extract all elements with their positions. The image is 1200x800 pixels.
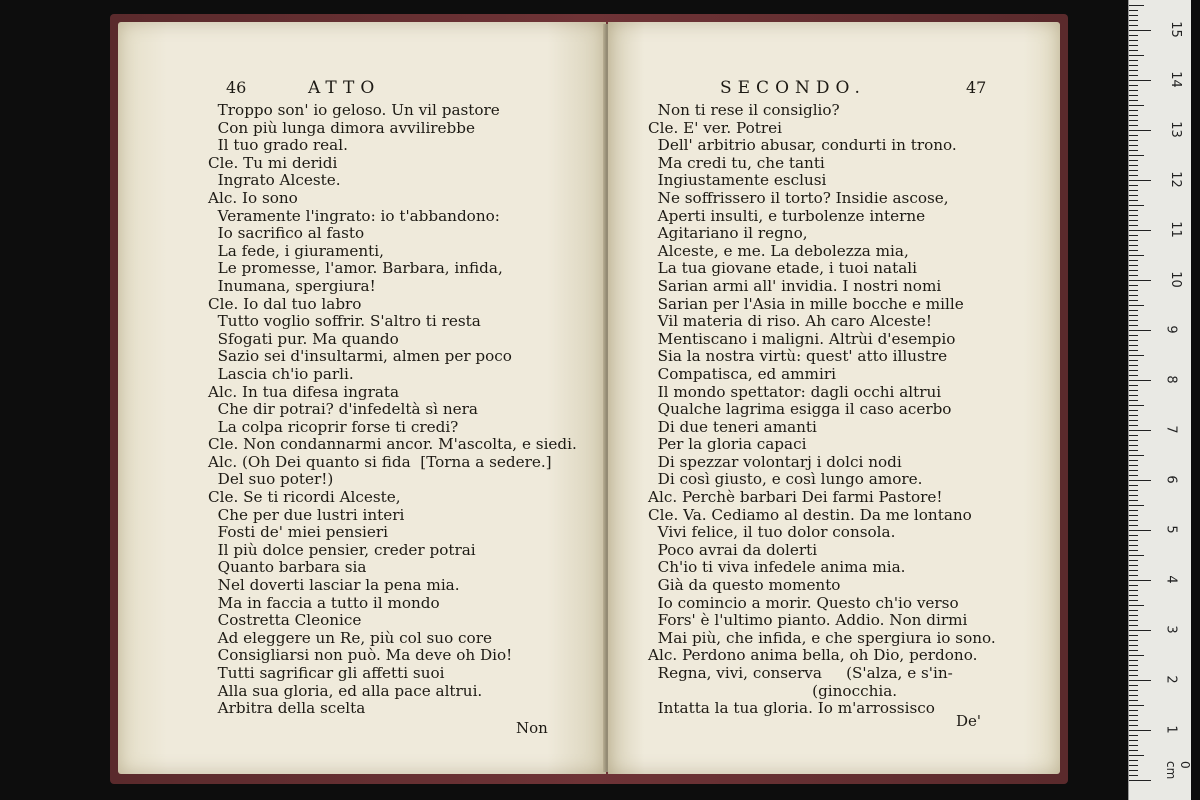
ruler-tick [1129,740,1138,741]
ruler-tick [1129,770,1138,771]
ruler-tick [1129,420,1138,421]
text-line: La colpa ricoprir forse ti credi? [208,417,459,436]
ruler-tick [1129,715,1138,716]
text-line: Fosti de' miei pensieri [208,523,388,542]
ruler-tick [1129,595,1138,596]
ruler-tick [1129,615,1138,616]
text-line: Cle. Se ti ricordi Alceste, [208,488,401,507]
ruler-tick [1129,655,1144,656]
ruler-tick [1129,455,1144,456]
text-line: Agitariano il regno, [648,224,808,243]
ruler-tick [1129,495,1138,496]
text-line: Inumana, spergiura! [208,276,376,295]
text-line: Qualche lagrima esigga il caso acerbo [648,400,952,419]
ruler-tick [1129,25,1138,26]
left-page [118,22,606,774]
ruler-tick [1129,330,1151,331]
page-number: 46 [226,78,247,97]
ruler-tick [1129,380,1151,381]
ruler-tick [1129,230,1151,231]
ruler-tick [1129,620,1138,621]
text-line: Alceste, e me. La debolezza mia, [648,241,909,260]
text-line: Con più lunga dimora avvilirebbe [208,118,475,137]
text-line: Cle. Va. Cediamo al destin. Da me lontano [648,505,972,524]
text-line: Alla sua gloria, ed alla pace altrui. [208,681,483,700]
text-line: Ingrato Alceste. [208,171,341,190]
ruler-tick [1129,10,1138,11]
running-head: SECONDO. [720,78,866,98]
ruler-label: 10 [1167,271,1183,288]
ruler-tick [1129,415,1138,416]
text-line: Di due teneri amanti [648,417,817,436]
ruler-tick [1129,705,1144,706]
ruler-tick [1129,155,1144,156]
text-line: Arbitra della scelta [208,699,366,718]
ruler-tick [1129,625,1138,626]
ruler-tick [1129,505,1144,506]
ruler-tick [1129,325,1138,326]
text-line: Che per due lustri interi [208,505,405,524]
ruler-tick [1129,305,1144,306]
page-number: 47 [966,78,987,97]
text-line: Alc. Perchè barbari Dei farmi Pastore! [648,488,943,507]
ruler-tick [1129,660,1138,661]
ruler-tick [1129,540,1138,541]
text-block [208,102,577,718]
ruler-label: 12 [1167,171,1183,188]
text-line: Già da questo momento [648,576,841,595]
catchword: De' [956,712,982,730]
text-line: Ma credi tu, che tanti [648,153,825,172]
ruler-tick [1129,125,1138,126]
ruler-tick [1129,590,1138,591]
text-line: Alc. Io sono [208,188,298,207]
ruler-label: 1 [1163,725,1179,734]
ruler-tick [1129,280,1151,281]
ruler-tick [1129,295,1138,296]
text-line: Il più dolce pensier, creder potrai [208,540,476,559]
text-line: Di così giusto, e così lungo amore. [648,470,923,489]
ruler-tick [1129,435,1138,436]
ruler-tick [1129,320,1138,321]
ruler-tick [1129,760,1138,761]
ruler-label: 8 [1163,375,1179,384]
ruler-tick [1129,470,1138,471]
ruler-tick [1129,405,1144,406]
text-line: Veramente l'ingrato: io t'abbandono: [208,206,500,225]
text-line: Non ti rese il consiglio? [648,101,840,119]
ruler-tick [1129,140,1138,141]
text-line: Intatta la tua gloria. Io m'arrossisco [648,699,935,718]
ruler-tick [1129,640,1138,641]
ruler-label: 13 [1167,121,1183,138]
text-line: Troppo son' io geloso. Un vil pastore [208,101,500,119]
ruler-tick [1129,290,1138,291]
ruler-tick [1129,120,1138,121]
text-line: Alc. Perdono anima bella, oh Dio, perdono. [648,646,978,665]
right-page [608,22,1060,774]
ruler-tick [1129,160,1138,161]
text-line: Consigliarsi non può. Ma deve oh Dio! [208,646,513,665]
ruler-tick [1129,765,1138,766]
ruler-tick [1129,75,1138,76]
ruler-tick [1129,465,1138,466]
ruler-tick [1129,340,1138,341]
ruler-tick [1129,490,1138,491]
ruler-tick [1129,545,1138,546]
ruler-tick [1129,650,1138,651]
ruler-tick [1129,270,1138,271]
ruler-tick [1129,45,1138,46]
text-line: Il tuo grado real. [208,136,348,155]
ruler-tick [1129,755,1144,756]
ruler-tick [1129,400,1138,401]
text-line: Ma in faccia a tutto il mondo [208,593,440,612]
ruler-unit: 0 cm [1164,761,1192,780]
ruler-tick [1129,570,1138,571]
ruler-tick [1129,630,1151,631]
text-line: Tutto voglio soffrir. S'altro ti resta [208,312,481,331]
ruler-tick [1129,250,1138,251]
ruler-tick [1129,750,1138,751]
text-line: Quanto barbara sia [208,558,367,577]
text-line: Cle. Non condannarmi ancor. M'ascolta, e siedi. [208,435,577,454]
ruler-tick [1129,460,1138,461]
ruler-tick [1129,585,1138,586]
text-line: Alc. In tua difesa ingrata [208,382,400,401]
ruler-tick [1129,90,1138,91]
text-line: Poco avrai da dolerti [648,540,818,559]
ruler-label: 5 [1163,525,1179,534]
ruler-tick [1129,145,1138,146]
text-line: Ne soffrissero il torto? Insidie ascose, [648,188,949,207]
ruler-tick [1129,670,1138,671]
ruler-tick [1129,550,1138,551]
ruler-tick [1129,5,1144,6]
ruler-tick [1129,610,1138,611]
ruler-tick [1129,350,1138,351]
ruler-tick [1129,345,1138,346]
ruler-tick [1129,50,1138,51]
ruler-tick [1129,355,1144,356]
ruler-tick [1129,300,1138,301]
ruler-tick [1129,70,1138,71]
ruler-tick [1129,475,1138,476]
ruler-tick [1129,60,1138,61]
ruler-tick [1129,390,1138,391]
text-line: Compatisca, ed ammiri [648,364,836,383]
text-line: Sazio sei d'insultarmi, almen per poco [208,347,512,366]
ruler-tick [1129,735,1138,736]
ruler-label: 14 [1167,71,1183,88]
ruler-tick [1129,725,1138,726]
ruler-tick [1129,85,1138,86]
text-line: Mai più, che infida, e che spergiura io sono. [648,628,996,647]
ruler-label: 7 [1163,425,1179,434]
running-head: ATTO [308,78,381,98]
ruler-tick [1129,745,1138,746]
ruler-label: 6 [1163,475,1179,484]
ruler-tick [1129,425,1138,426]
ruler-tick [1129,530,1151,531]
ruler-tick [1129,235,1138,236]
ruler-tick [1129,675,1138,676]
ruler-tick [1129,275,1138,276]
ruler-label: 4 [1163,575,1179,584]
ruler-tick [1129,335,1138,336]
text-line: Alc. (Oh Dei quanto si fida [Torna a sedere.] [208,452,552,471]
ruler-tick [1129,200,1138,201]
text-block [648,102,996,718]
ruler-tick [1129,450,1138,451]
text-line: Del suo poter!) [208,470,334,489]
text-line: Per la gloria capaci [648,435,807,454]
ruler-tick [1129,635,1138,636]
ruler-tick [1129,30,1151,31]
ruler-tick [1129,100,1138,101]
ruler-tick [1129,215,1138,216]
text-line: Regna, vivi, conserva (S'alza, e s'in- [648,664,953,682]
text-line: Vivi felice, il tuo dolor consola. [648,523,896,542]
ruler-tick [1129,700,1138,701]
ruler-tick [1129,395,1138,396]
text-line: Cle. E' ver. Potrei [648,118,782,137]
ruler-tick [1129,370,1138,371]
ruler-tick [1129,580,1151,581]
ruler-tick [1129,600,1138,601]
ruler-tick [1129,265,1138,266]
ruler-tick [1129,500,1138,501]
ruler-tick [1129,440,1138,441]
ruler-label: 15 [1167,21,1183,38]
ruler-tick [1129,40,1138,41]
measurement-ruler [1128,0,1191,800]
ruler-tick [1129,195,1138,196]
ruler-tick [1129,15,1138,16]
ruler-tick [1129,480,1151,481]
ruler-tick [1129,180,1151,181]
ruler-tick [1129,205,1144,206]
ruler-tick [1129,710,1138,711]
ruler-tick [1129,485,1138,486]
ruler-tick [1129,365,1138,366]
ruler-tick [1129,190,1138,191]
ruler-tick [1129,410,1138,411]
text-line: Cle. Io dal tuo labro [208,294,362,313]
ruler-tick [1129,685,1138,686]
ruler-tick [1129,225,1138,226]
ruler-tick [1129,170,1138,171]
ruler-tick [1129,560,1138,561]
ruler-tick [1129,775,1138,776]
ruler-tick [1129,730,1151,731]
text-line: Vil materia di riso. Ah caro Alceste! [648,312,932,331]
ruler-tick [1129,520,1138,521]
text-line: Ingiustamente esclusi [648,171,827,190]
text-line: Ad eleggere un Re, più col suo core [208,628,492,647]
ruler-tick [1129,375,1138,376]
ruler-tick [1129,175,1138,176]
text-line: La fede, i giuramenti, [208,241,384,260]
ruler-tick [1129,780,1151,781]
ruler-tick [1129,130,1151,131]
ruler-tick [1129,220,1138,221]
ruler-label: 11 [1167,221,1183,238]
ruler-tick [1129,525,1138,526]
text-line: Il mondo spettator: dagli occhi altrui [648,382,942,401]
ruler-tick [1129,310,1138,311]
ruler-tick [1129,150,1138,151]
ruler-tick [1129,80,1151,81]
text-line: Nel doverti lasciar la pena mia. [208,576,460,595]
ruler-tick [1129,515,1138,516]
text-line: Mentiscano i maligni. Altrùi d'esempio [648,329,956,348]
ruler-label: 9 [1163,325,1179,334]
ruler-tick [1129,645,1138,646]
text-line: Dell' arbitrio abusar, condurti in trono. [648,136,957,155]
ruler-label: 2 [1163,675,1179,684]
ruler-tick [1129,55,1144,56]
ruler-tick [1129,720,1138,721]
ruler-tick [1129,575,1138,576]
ruler-tick [1129,385,1138,386]
ruler-tick [1129,210,1138,211]
ruler-tick [1129,255,1144,256]
ruler-tick [1129,20,1138,21]
ruler-tick [1129,240,1138,241]
ruler-tick [1129,430,1151,431]
ruler-tick [1129,185,1138,186]
ruler-label: 3 [1163,625,1179,634]
ruler-tick [1129,535,1138,536]
text-line: Le promesse, l'amor. Barbara, infida, [208,259,503,278]
text-line: Di spezzar volontarj i dolci nodi [648,452,902,471]
ruler-tick [1129,445,1138,446]
ruler-tick [1129,665,1138,666]
ruler-tick [1129,105,1144,106]
ruler-tick [1129,285,1138,286]
text-line: Che dir potrai? d'infedeltà sì nera [208,400,478,419]
ruler-tick [1129,690,1138,691]
text-line: Sfogati pur. Ma quando [208,329,399,348]
text-line: Io comincio a morir. Questo ch'io verso [648,593,959,612]
ruler-tick [1129,680,1151,681]
text-line: Fors' è l'ultimo pianto. Addio. Non dirmi [648,611,968,630]
ruler-tick [1129,605,1144,606]
ruler-tick [1129,565,1138,566]
ruler-tick [1129,360,1138,361]
text-line: Tutti sagrificar gli affetti suoi [208,664,445,682]
text-line: Costretta Cleonice [208,611,362,630]
text-line: Lascia ch'io parli. [208,364,354,383]
text-line: Aperti insulti, e turbolenze interne [648,206,926,225]
ruler-tick [1129,555,1144,556]
ruler-tick [1129,695,1138,696]
ruler-tick [1129,95,1138,96]
ruler-tick [1129,510,1138,511]
ruler-tick [1129,260,1138,261]
ruler-tick [1129,65,1138,66]
text-line: Ch'io ti viva infedele anima mia. [648,558,906,577]
text-line: Sarian per l'Asia in mille bocche e mille [648,294,964,313]
text-line: Sarian armi all' invidia. I nostri nomi [648,276,942,295]
text-line: Io sacrifico al fasto [208,224,365,243]
ruler-tick [1129,35,1138,36]
catchword: Non [516,719,548,737]
text-line: Cle. Tu mi deridi [208,153,338,172]
ruler-tick [1129,115,1138,116]
text-line: Sia la nostra virtù: quest' atto illustre [648,347,948,366]
ruler-tick [1129,110,1138,111]
ruler-tick [1129,315,1138,316]
ruler-tick [1129,135,1138,136]
text-line: La tua giovane etade, i tuoi natali [648,259,917,278]
text-line: (ginocchia. [648,681,898,700]
ruler-tick [1129,165,1138,166]
ruler-tick [1129,245,1138,246]
